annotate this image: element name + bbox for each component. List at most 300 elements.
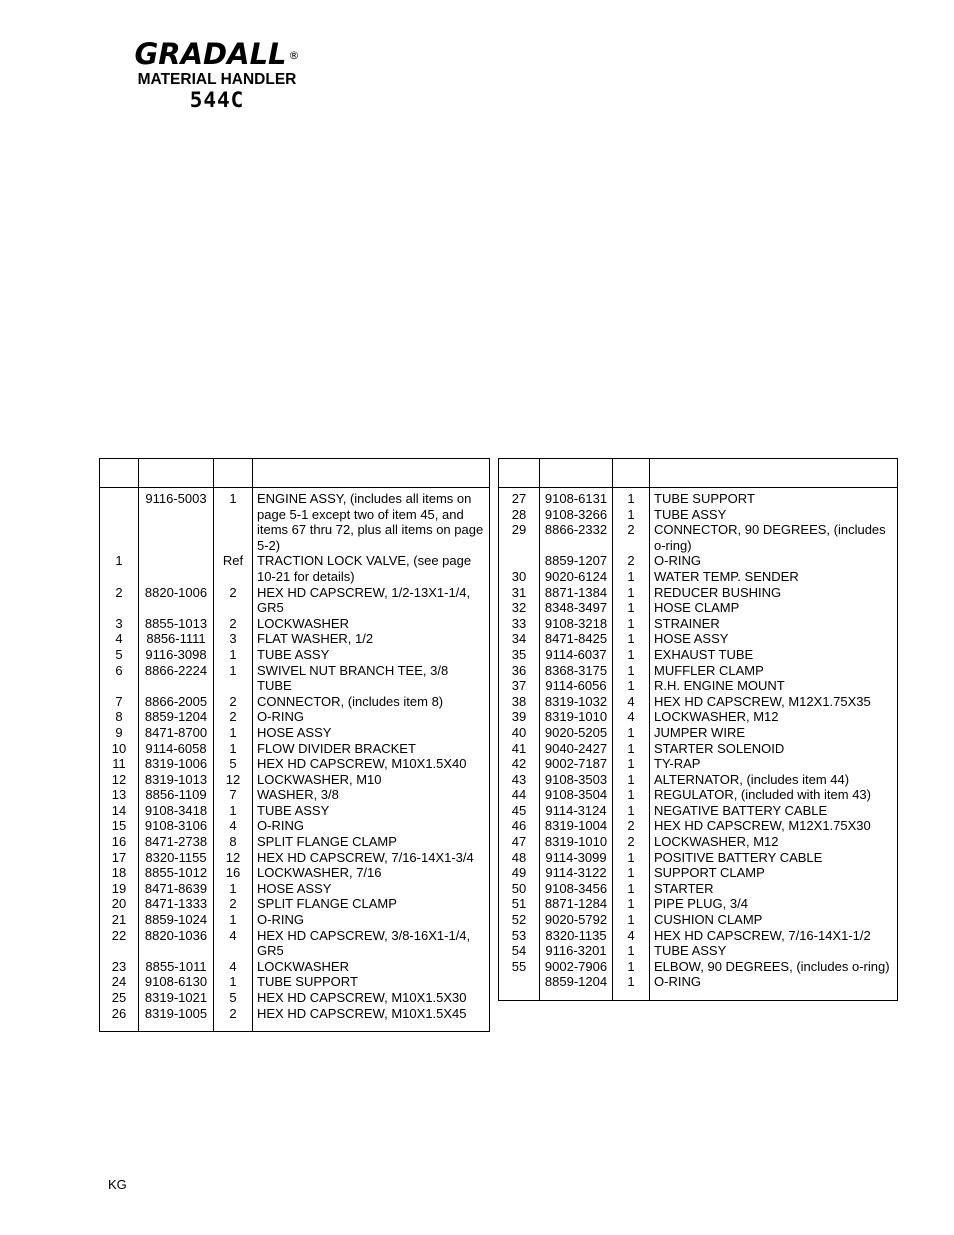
table-row [100,1006,490,1032]
part-number: 9108-3504 [540,787,613,803]
quantity: 1 [214,741,253,757]
quantity: 2 [214,694,253,710]
part-number: 9114-6058 [139,741,214,757]
quantity: 1 [613,488,650,507]
item-number: 14 [100,803,139,819]
table-row [499,803,898,819]
quantity: 5 [214,756,253,772]
part-number: 8820-1036 [139,928,214,959]
description: ENGINE ASSY, (includes all items on page 5-1 except two of item 45, and items 67 thru 72, plus all items on page 5-2) [257,491,484,553]
description: POSITIVE BATTERY CABLE [654,849,823,865]
item-number: 28 [499,507,540,523]
part-number: 8471-8425 [540,631,613,647]
item-number: 15 [100,818,139,834]
description: TUBE SUPPORT [257,974,358,990]
table-row [499,616,898,632]
part-number: 9116-3201 [540,943,613,959]
quantity: 1 [214,974,253,990]
description: EXHAUST TUBE [654,646,754,662]
gradall-logo [112,38,322,111]
header-cell [499,459,540,488]
table-row [100,912,490,928]
item-number: 20 [100,896,139,912]
part-number: 8820-1006 [139,585,214,616]
quantity: 1 [613,943,650,959]
item-number: 35 [499,647,540,663]
table-row [499,569,898,585]
part-number: 8859-1204 [139,709,214,725]
quantity: 1 [214,881,253,897]
part-number: 9108-3456 [540,881,613,897]
item-number: 38 [499,694,540,710]
table-row [100,694,490,710]
description: ALTERNATOR, (includes item 44) [654,771,850,787]
part-number: 8368-3175 [540,663,613,679]
item-number: 51 [499,896,540,912]
quantity: 2 [214,709,253,725]
part-number: 9108-6131 [540,488,613,507]
quantity: 8 [214,834,253,850]
description: SWIVEL NUT BRANCH TEE, 3/8 TUBE [257,662,449,694]
part-number: 8319-1004 [540,818,613,834]
header-cell [253,459,490,488]
table-row [100,772,490,788]
quantity: 1 [613,678,650,694]
part-number: 8855-1012 [139,865,214,881]
quantity: 2 [613,522,650,553]
item-number [499,974,540,1000]
brand-text: GRADALL [134,37,287,71]
description: HOSE ASSY [654,631,729,647]
quantity: 1 [613,787,650,803]
item-number: 24 [100,974,139,990]
description: NEGATIVE BATTERY CABLE [654,802,828,818]
item-number: 25 [100,990,139,1006]
item-number: 11 [100,756,139,772]
description: LOCKWASHER [257,958,349,974]
quantity: 7 [214,787,253,803]
quantity: 4 [214,928,253,959]
description: STRAINER [654,615,720,631]
description: O-RING [654,553,701,569]
description: HEX HD CAPSCREW, M10X1.5X45 [257,1005,467,1021]
item-number: 3 [100,616,139,632]
part-number: 8319-1005 [139,1006,214,1032]
table-row [100,647,490,663]
item-number: 32 [499,600,540,616]
table-row [499,600,898,616]
quantity: 1 [613,974,650,1000]
description: HEX HD CAPSCREW, M12X1.75X30 [654,818,871,834]
description: WASHER, 3/8 [257,787,339,803]
table-row [499,881,898,897]
quantity: 4 [214,959,253,975]
quantity: 1 [613,896,650,912]
description: HOSE ASSY [257,724,332,740]
part-number: 9108-3218 [540,616,613,632]
table-header-row [499,459,898,488]
quantity: 1 [613,959,650,975]
table-header-row [100,459,490,488]
quantity: 1 [214,725,253,741]
part-number: 9114-6056 [540,678,613,694]
item-number: 53 [499,928,540,944]
quantity: 4 [613,694,650,710]
model-number: 544C [189,88,245,112]
table-row [499,647,898,663]
item-number: 12 [100,772,139,788]
quantity: 1 [613,756,650,772]
part-number: 9114-3122 [540,865,613,881]
item-number: 5 [100,647,139,663]
description: ELBOW, 90 DEGREES, (includes o-ring) [654,958,890,974]
quantity: 1 [613,663,650,679]
table-row [100,881,490,897]
description: TY-RAP [654,756,701,772]
table-row [499,678,898,694]
quantity: 2 [214,616,253,632]
table-row [499,912,898,928]
table-row [499,943,898,959]
quantity: 1 [613,912,650,928]
table-row [499,959,898,975]
part-number: 8319-1010 [540,834,613,850]
description: PIPE PLUG, 3/4 [654,896,748,912]
item-number: 42 [499,756,540,772]
description: REGULATOR, (included with item 43) [654,787,871,803]
description: HEX HD CAPSCREW, 7/16-14X1-3/4 [257,849,474,865]
item-number: 52 [499,912,540,928]
part-number: 8855-1011 [139,959,214,975]
part-number: 8471-1333 [139,896,214,912]
item-number: 47 [499,834,540,850]
item-number: 41 [499,741,540,757]
part-number: 9116-5003 [139,488,214,554]
part-number: 9114-6037 [540,647,613,663]
item-number: 8 [100,709,139,725]
part-number: 8319-1006 [139,756,214,772]
table-row [499,585,898,601]
table-row [100,834,490,850]
description: CONNECTOR, 90 DEGREES, (includes o-ring) [654,522,886,553]
part-number: 8319-1032 [540,694,613,710]
part-number: 9114-3099 [540,850,613,866]
part-number: 9116-3098 [139,647,214,663]
quantity: 1 [613,631,650,647]
item-number: 1 [100,553,139,584]
description: LOCKWASHER, M12 [654,834,779,850]
item-number: 33 [499,616,540,632]
description: R.H. ENGINE MOUNT [654,678,785,694]
item-number: 48 [499,850,540,866]
item-number: 19 [100,881,139,897]
item-number: 2 [100,585,139,616]
quantity: 2 [214,896,253,912]
part-number: 8320-1155 [139,850,214,866]
part-number: 8320-1135 [540,928,613,944]
item-number: 34 [499,631,540,647]
part-number: 9108-3503 [540,772,613,788]
item-number: 31 [499,585,540,601]
table-row [499,865,898,881]
quantity: 4 [214,818,253,834]
quantity: 2 [613,818,650,834]
item-number: 26 [100,1006,139,1032]
header-cell [139,459,214,488]
quantity: 2 [214,1006,253,1032]
item-number [499,553,540,569]
item-number: 29 [499,522,540,553]
item-number: 40 [499,725,540,741]
table-row [499,741,898,757]
quantity: 1 [613,600,650,616]
item-number: 43 [499,772,540,788]
table-row [100,803,490,819]
quantity: 1 [613,865,650,881]
table-row [100,756,490,772]
description: JUMPER WIRE [654,724,745,740]
item-number: 50 [499,881,540,897]
quantity: 1 [613,585,650,601]
quantity: 1 [214,488,253,554]
quantity: 1 [613,881,650,897]
description: HOSE CLAMP [654,600,740,616]
description: SUPPORT CLAMP [654,865,765,881]
table-row [499,631,898,647]
item-number: 46 [499,818,540,834]
description: HEX HD CAPSCREW, 3/8-16X1-1/4, GR5 [257,927,471,959]
part-number: 9108-3418 [139,803,214,819]
part-number: 8859-1207 [540,553,613,569]
table-row [499,725,898,741]
registered-mark: ® [288,49,300,62]
item-number: 6 [100,663,139,694]
footer-code: KG [108,1177,127,1192]
table-row [100,663,490,694]
parts-table-right [498,458,898,1001]
table-row [499,896,898,912]
part-number: 8859-1024 [139,912,214,928]
item-number: 27 [499,488,540,507]
part-number: 9108-3266 [540,507,613,523]
part-number: 8871-1284 [540,896,613,912]
description: HEX HD CAPSCREW, M12X1.75X35 [654,693,871,709]
item-number: 23 [100,959,139,975]
description: REDUCER BUSHING [654,584,782,600]
part-number: 9114-3124 [540,803,613,819]
quantity: 3 [214,631,253,647]
description: FLOW DIVIDER BRACKET [257,740,416,756]
part-number: 9108-6130 [139,974,214,990]
header-cell [650,459,898,488]
item-number: 22 [100,928,139,959]
part-number: 9002-7906 [540,959,613,975]
part-number: 9020-6124 [540,569,613,585]
description: HOSE ASSY [257,880,332,896]
part-number: 8856-1111 [139,631,214,647]
part-number [139,553,214,584]
table-row [100,974,490,990]
item-number: 16 [100,834,139,850]
table-row [100,616,490,632]
table-row [499,522,898,553]
description: O-RING [257,912,304,928]
item-number: 55 [499,959,540,975]
table-row [499,787,898,803]
table-row [499,709,898,725]
part-number: 9020-5792 [540,912,613,928]
item-number: 21 [100,912,139,928]
quantity: 1 [613,803,650,819]
part-number: 8319-1021 [139,990,214,1006]
table-row [100,928,490,959]
header-cell [540,459,613,488]
description: TRACTION LOCK VALVE, (see page 10-21 for details) [257,553,472,584]
quantity: 2 [613,834,650,850]
table-row [100,725,490,741]
quantity: 1 [214,663,253,694]
description: O-RING [654,974,701,990]
quantity: 2 [214,585,253,616]
part-number: 9020-5205 [540,725,613,741]
description: HEX HD CAPSCREW, 7/16-14X1-1/2 [654,927,871,943]
item-number: 30 [499,569,540,585]
item-number: 45 [499,803,540,819]
quantity: 1 [613,741,650,757]
brand-name [112,38,322,70]
table-row [499,694,898,710]
description: WATER TEMP. SENDER [654,568,799,584]
description: O-RING [257,709,304,725]
item-number: 49 [499,865,540,881]
description: SPLIT FLANGE CLAMP [257,896,397,912]
table-row [499,834,898,850]
quantity: 5 [214,990,253,1006]
part-number: 9108-3106 [139,818,214,834]
table-row [100,709,490,725]
item-number: 44 [499,787,540,803]
description: TUBE ASSY [654,506,727,522]
part-number: 8866-2224 [139,663,214,694]
item-number: 18 [100,865,139,881]
description: LOCKWASHER [257,615,349,631]
table-row [100,959,490,975]
description: HEX HD CAPSCREW, M10X1.5X30 [257,990,467,1005]
quantity: 1 [613,616,650,632]
part-number: 8866-2332 [540,522,613,553]
description: TUBE ASSY [654,943,727,959]
item-number: 7 [100,694,139,710]
description: FLAT WASHER, 1/2 [257,631,374,647]
part-number: 8856-1109 [139,787,214,803]
description: O-RING [257,818,304,834]
table-row [499,756,898,772]
part-number: 8871-1384 [540,585,613,601]
item-number: 9 [100,725,139,741]
item-number: 37 [499,678,540,694]
table-row [100,990,490,1006]
description: LOCKWASHER, M12 [654,709,779,725]
part-number: 8866-2005 [139,694,214,710]
quantity: 1 [613,725,650,741]
item-number: 54 [499,943,540,959]
part-number: 8471-2738 [139,834,214,850]
description: MUFFLER CLAMP [654,662,764,678]
part-number: 8471-8639 [139,881,214,897]
part-number: 8859-1204 [540,974,613,1000]
table-row [100,850,490,866]
table-row [499,818,898,834]
quantity: 16 [214,865,253,881]
table-row [499,850,898,866]
description: STARTER [654,880,714,896]
part-number: 8348-3497 [540,600,613,616]
description: CONNECTOR, (includes item 8) [257,693,444,709]
description: SPLIT FLANGE CLAMP [257,834,397,850]
description: LOCKWASHER, M10 [257,771,382,787]
quantity: Ref [214,553,253,584]
quantity: 1 [613,772,650,788]
item-number [100,488,139,554]
part-number: 8855-1013 [139,616,214,632]
item-number: 10 [100,741,139,757]
table-row [499,488,898,507]
quantity: 1 [214,647,253,663]
table-row [100,787,490,803]
header-cell [613,459,650,488]
part-number: 8471-8700 [139,725,214,741]
parts-table-left [99,458,490,1032]
item-number: 4 [100,631,139,647]
table-row [499,663,898,679]
table-row [100,896,490,912]
item-number: 13 [100,787,139,803]
description: TUBE ASSY [257,646,330,662]
part-number: 9002-7187 [540,756,613,772]
part-number: 8319-1013 [139,772,214,788]
item-number: 39 [499,709,540,725]
table-row [100,488,490,554]
table-row [100,631,490,647]
part-number: 8319-1010 [540,709,613,725]
table-row [100,741,490,757]
quantity: 12 [214,772,253,788]
part-number: 9040-2427 [540,741,613,757]
description: STARTER SOLENOID [654,740,785,756]
table-row [499,974,898,1000]
quantity: 4 [613,709,650,725]
quantity: 1 [214,803,253,819]
quantity: 1 [613,569,650,585]
table-row [100,865,490,881]
description: HEX HD CAPSCREW, 1/2-13X1-1/4, GR5 [257,584,471,616]
quantity: 1 [613,507,650,523]
quantity: 12 [214,850,253,866]
header-cell [214,459,253,488]
description: LOCKWASHER, 7/16 [257,865,382,881]
quantity: 4 [613,928,650,944]
table-row [499,772,898,788]
table-row [499,928,898,944]
description: HEX HD CAPSCREW, M10X1.5X40 [257,756,467,772]
item-number: 36 [499,663,540,679]
table-row [100,585,490,616]
product-subtitle: MATERIAL HANDLER [137,71,297,88]
table-row [100,553,490,584]
description: CUSHION CLAMP [654,912,763,928]
description: TUBE SUPPORT [654,491,755,506]
quantity: 2 [613,553,650,569]
